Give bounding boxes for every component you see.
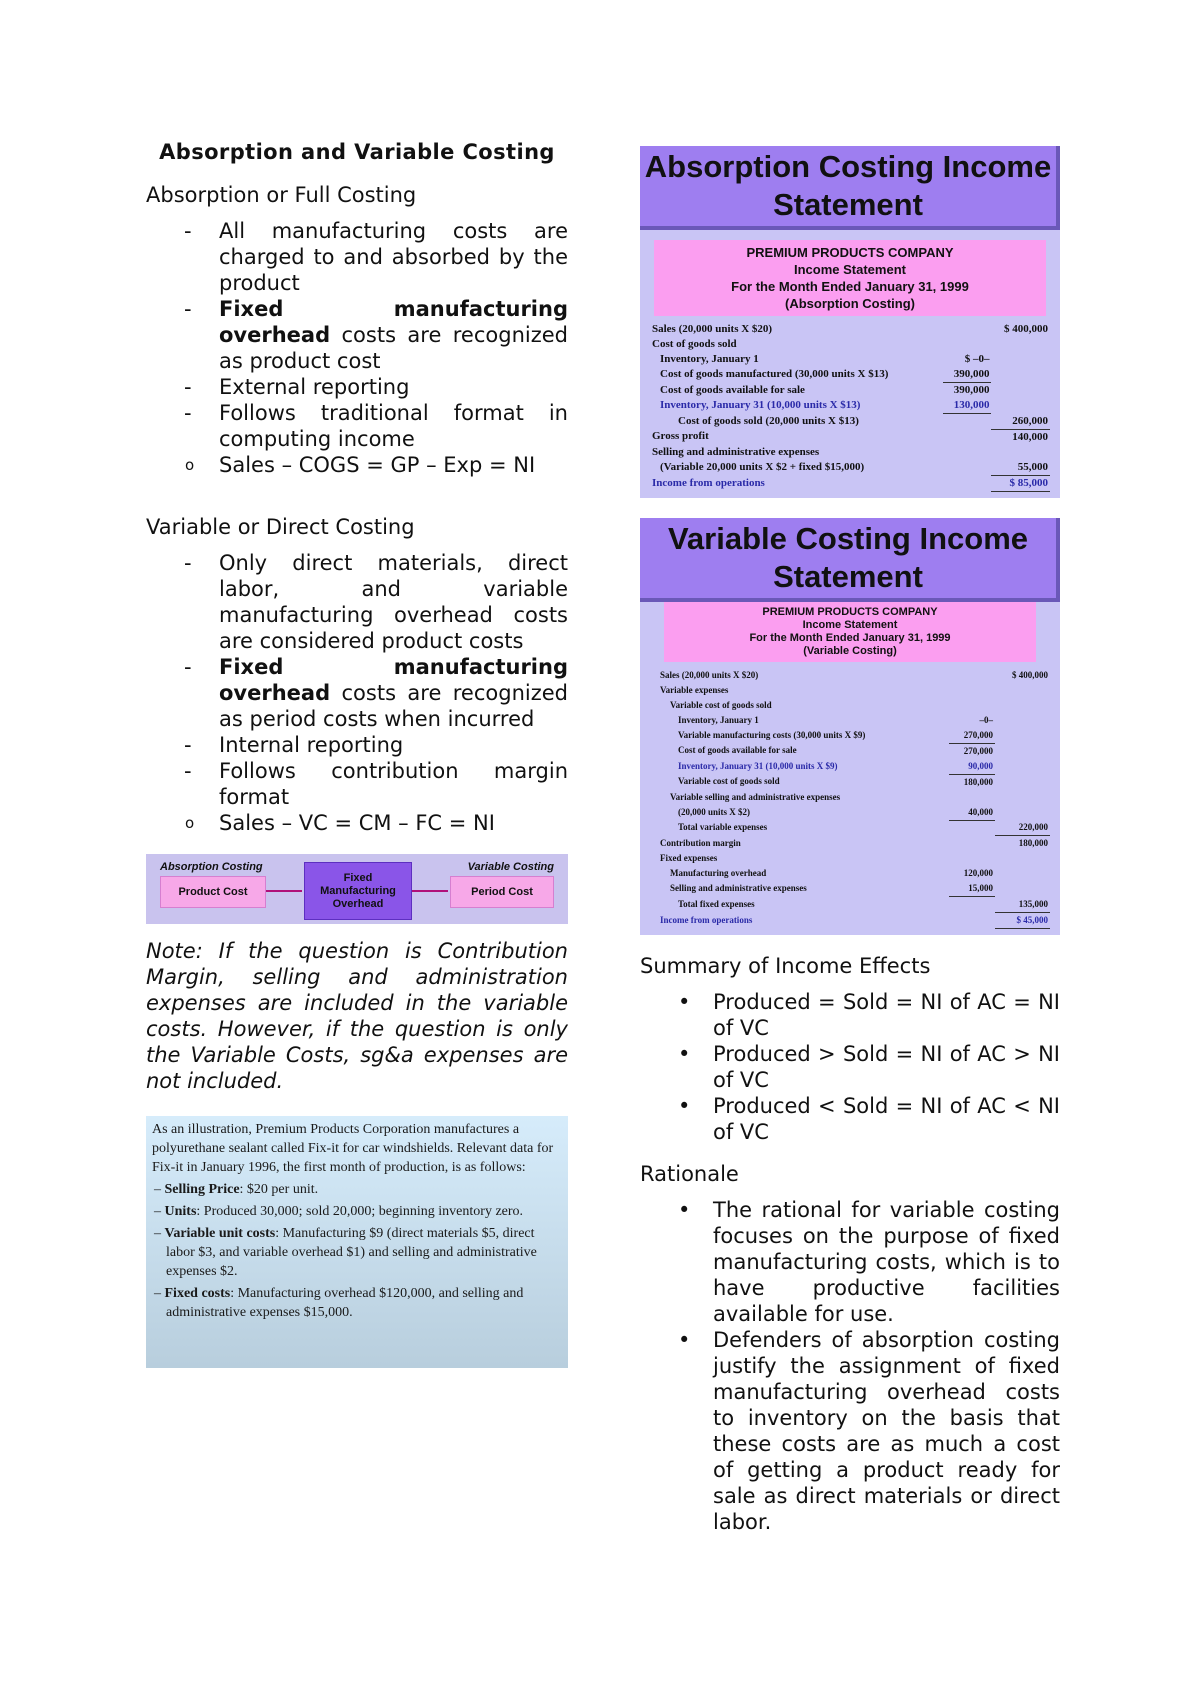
summary-list <box>640 989 1060 1145</box>
row-label: Contribution margin <box>660 837 741 848</box>
table-row <box>650 683 1050 698</box>
row-label: Cost of goods sold <box>652 338 737 350</box>
table-row <box>650 805 1050 821</box>
row-mid: 15,000 <box>949 881 995 897</box>
row-right <box>991 367 1050 383</box>
table-row <box>650 475 1050 491</box>
table-row <box>650 668 1050 683</box>
right-column <box>640 146 1060 1535</box>
item-label: Selling Price <box>164 1182 240 1197</box>
row-mid <box>949 668 995 683</box>
variable-table <box>650 668 1050 929</box>
row-right: 135,000 <box>995 897 1050 913</box>
table-row <box>650 398 1050 414</box>
bold-text: - Fixed manufacturing <box>219 655 568 679</box>
variable-statement-body <box>640 602 1060 935</box>
illustration-item: – Variable unit costs: Manufacturing $9 (direct materials $5, direct labor $3, and variable overhead $1) and selling and administrative expenses $2. <box>154 1226 537 1279</box>
row-right <box>995 881 1050 897</box>
row-right: 220,000 <box>995 820 1050 836</box>
item-label: Variable unit costs <box>164 1226 276 1241</box>
table-row <box>650 460 1050 476</box>
row-right: 55,000 <box>991 460 1050 476</box>
row-right <box>991 445 1050 460</box>
row-mid <box>943 429 991 445</box>
row-mid: 120,000 <box>963 868 993 878</box>
absorption-item: - External reporting <box>146 374 568 400</box>
variable-statement-header: Variable Costing Income Statement <box>640 518 1060 602</box>
arrow-right <box>412 890 448 892</box>
diagram-product-cost: Product Cost <box>160 876 266 908</box>
row-right <box>995 851 1050 866</box>
row-mid: 390,000 <box>953 384 990 396</box>
note-text: Note: If the question is Contribution Margin, selling and administration expenses are included in the variable costs. However, if the question is only the Variable Costs, sg&a expenses are not included. <box>146 939 568 1093</box>
bold-text: overhead <box>219 681 331 705</box>
table-row <box>650 367 1050 383</box>
row-mid: 90,000 <box>949 759 995 775</box>
row-label: Variable manufacturing costs (30,000 units X $9) <box>678 729 866 740</box>
table-row <box>650 851 1050 866</box>
statement-name: Income Statement <box>794 262 906 277</box>
table-row <box>650 881 1050 897</box>
row-right <box>991 337 1050 352</box>
row-label: Cost of goods sold (20,000 units X $13) <box>678 414 859 427</box>
item-value: : $20 per unit. <box>239 1182 319 1197</box>
row-mid <box>949 912 995 928</box>
row-right <box>991 383 1050 399</box>
absorption-statement <box>640 146 1060 498</box>
row-mid: $ –0– <box>964 353 990 365</box>
row-label: Selling and administrative expenses <box>652 445 820 458</box>
row-label: Income from operations <box>660 914 753 925</box>
variable-statement <box>640 518 1060 935</box>
illustration-item: – Selling Price: $20 per unit. <box>154 1182 319 1197</box>
diagram-period-cost: Period Cost <box>450 876 554 908</box>
row-mid: 270,000 <box>949 728 995 744</box>
statement-period: For the Month Ended January 31, 1999 <box>749 631 951 644</box>
table-row <box>650 383 1050 399</box>
variable-formula: o Sales – VC = CM – FC = NI <box>73 810 568 836</box>
row-right <box>995 774 1050 790</box>
variable-list <box>146 550 568 810</box>
row-mid <box>943 445 991 460</box>
variable-item: - Only direct materials, direct labor, and variable manufacturing overhead costs are considered product costs <box>146 550 568 654</box>
table-row <box>650 728 1050 744</box>
table-row <box>650 820 1050 836</box>
row-label: Sales (20,000 units X $20) <box>652 323 773 335</box>
row-right: $ 400,000 <box>1004 323 1048 335</box>
arrow-left <box>266 890 302 892</box>
row-right <box>995 698 1050 713</box>
row-right <box>995 790 1050 805</box>
row-right <box>995 759 1050 775</box>
row-mid: 180,000 <box>963 776 993 787</box>
company-name: PREMIUM PRODUCTS COMPANY <box>746 245 954 260</box>
row-mid <box>949 897 995 913</box>
absorption-statement-body <box>640 230 1060 498</box>
row-label: Selling and administrative expenses <box>670 883 807 894</box>
absorption-formula: o Sales – COGS = GP – Exp = NI <box>73 452 568 478</box>
table-row <box>650 322 1050 337</box>
table-row <box>650 414 1050 430</box>
row-mid <box>943 414 991 430</box>
row-label: Total variable expenses <box>678 822 768 833</box>
variable-item: - Follows contribution margin format <box>146 758 568 810</box>
absorption-sublist <box>73 452 568 478</box>
row-right <box>991 352 1050 367</box>
table-row <box>650 759 1050 775</box>
item-value: : Manufacturing overhead $120,000, and selling and administrative expenses $15,000. <box>166 1286 524 1320</box>
row-mid <box>949 683 995 698</box>
row-right <box>995 866 1050 881</box>
row-label: Manufacturing overhead <box>670 868 767 878</box>
rationale-item: • Defenders of absorption costing justify the assignment of fixed manufacturing overhead costs to inventory on the basis that these costs are as much a cost of getting a product ready for sale as direct materials or direct labor. <box>640 1327 1060 1535</box>
statement-period: For the Month Ended January 31, 1999 <box>731 279 969 294</box>
row-label: Total fixed expenses <box>678 898 755 909</box>
table-row <box>650 836 1050 852</box>
absorption-heading: Absorption or Full Costing <box>146 183 417 207</box>
variable-heading: Variable or Direct Costing <box>146 515 415 539</box>
row-mid <box>943 337 991 352</box>
absorption-item <box>146 296 568 374</box>
table-row <box>650 774 1050 790</box>
table-row <box>650 445 1050 460</box>
row-right <box>995 743 1050 759</box>
absorption-item: - Follows traditional format in computing income <box>146 400 568 452</box>
table-row <box>650 897 1050 913</box>
row-label: Sales (20,000 units X $20) <box>660 669 759 680</box>
row-label: Inventory, January 31 (10,000 units X $9) <box>678 760 838 771</box>
document-title: Absorption and Variable Costing <box>159 140 555 164</box>
item-label: Fixed costs <box>164 1286 231 1301</box>
row-label: Variable expenses <box>660 684 729 695</box>
item-text: costs are recognized as product cost <box>219 323 568 373</box>
row-right <box>991 398 1050 414</box>
row-right: $ 85,000 <box>991 475 1050 491</box>
row-label: Cost of goods manufactured (30,000 units X $13) <box>660 368 889 381</box>
table-row <box>650 429 1050 445</box>
table-row <box>650 698 1050 713</box>
table-row <box>650 866 1050 881</box>
costing-diagram <box>146 854 568 924</box>
variable-item <box>146 654 568 732</box>
statement-method: (Absorption Costing) <box>785 296 915 311</box>
rationale-heading: Rationale <box>640 1161 739 1186</box>
row-label: Fixed expenses <box>660 853 718 863</box>
table-row <box>650 337 1050 352</box>
row-label: Cost of goods available for sale <box>678 745 797 756</box>
row-mid <box>949 790 995 805</box>
item-value: : Produced 30,000; sold 20,000; beginning inventory zero. <box>196 1204 524 1219</box>
row-right <box>995 805 1050 821</box>
bold-text: - Fixed manufacturing <box>219 297 568 321</box>
row-mid: 40,000 <box>949 805 995 821</box>
row-right: 140,000 <box>1012 430 1048 443</box>
table-row <box>650 713 1050 728</box>
row-mid <box>949 836 995 852</box>
absorption-list <box>146 218 568 452</box>
item-text: costs are recognized as period costs when incurred <box>219 681 568 731</box>
illustration-item: – Fixed costs: Manufacturing overhead $120,000, and selling and administrative expenses $15,000. <box>154 1286 524 1320</box>
bold-text: overhead <box>219 323 331 347</box>
row-right: $ 45,000 <box>995 912 1050 928</box>
row-right <box>995 728 1050 744</box>
illustration-intro: As an illustration, Premium Products Corporation manufactures a polyurethane sealant called Fix-it for car windshields. Relevant data for Fix-it in January 1996, the first month of production, is as follows: <box>152 1122 554 1175</box>
summary-heading: Summary of Income Effects <box>640 953 931 978</box>
statement-name: Income Statement <box>802 618 898 631</box>
row-mid <box>943 322 991 337</box>
statement-method: (Variable Costing) <box>803 644 897 657</box>
row-label: Income from operations <box>652 476 765 489</box>
absorption-statement-header: Absorption Costing Income Statement <box>640 146 1060 230</box>
row-label: Inventory, January 1 <box>660 353 759 365</box>
statement-title-block <box>664 602 1036 662</box>
diagram-fixed-overhead: Fixed Manufacturing Overhead <box>304 862 412 920</box>
row-label: Cost of goods available for sale <box>660 383 805 396</box>
row-mid: 390,000 <box>943 367 991 383</box>
row-label: (20,000 units X $2) <box>678 806 751 817</box>
table-row <box>650 352 1050 367</box>
diagram-right-label: Variable Costing <box>467 861 554 873</box>
table-row <box>650 743 1050 759</box>
row-mid: 270,000 <box>963 745 993 756</box>
table-row <box>650 790 1050 805</box>
row-right <box>995 683 1050 698</box>
diagram-left-label: Absorption Costing <box>160 861 263 873</box>
row-mid: 130,000 <box>943 398 991 414</box>
summary-item: • Produced > Sold = NI of AC > NI of VC <box>640 1041 1060 1093</box>
row-label: Variable cost of goods sold <box>670 699 772 710</box>
company-name: PREMIUM PRODUCTS COMPANY <box>762 605 938 618</box>
row-mid <box>943 460 991 476</box>
row-mid <box>949 820 995 836</box>
row-label: Variable selling and administrative expenses <box>670 791 841 802</box>
item-label: Units <box>164 1204 197 1219</box>
row-label: Variable cost of goods sold <box>678 776 780 787</box>
table-row <box>650 912 1050 928</box>
variable-item: - Internal reporting <box>146 732 568 758</box>
row-label: (Variable 20,000 units X $2 + fixed $15,000) <box>660 460 865 473</box>
summary-item: • Produced = Sold = NI of AC = NI of VC <box>640 989 1060 1041</box>
row-label: Inventory, January 1 <box>678 714 759 725</box>
row-mid <box>949 698 995 713</box>
row-label: Inventory, January 31 (10,000 units X $13) <box>660 399 861 412</box>
row-right: 180,000 <box>1018 838 1048 848</box>
row-mid <box>949 851 995 866</box>
row-right: 260,000 <box>991 414 1050 430</box>
absorption-table <box>650 322 1050 492</box>
row-right <box>995 713 1050 728</box>
row-mid <box>943 475 991 491</box>
left-column <box>146 140 568 1368</box>
rationale-item: • The rational for variable costing focuses on the purpose of fixed manufacturing costs, which is to have productive facilities available for use. <box>640 1197 1060 1327</box>
absorption-item: - All manufacturing costs are charged to and absorbed by the product <box>146 218 568 296</box>
illustration-item: – Units: Produced 30,000; sold 20,000; beginning inventory zero. <box>154 1204 524 1219</box>
row-label: Gross profit <box>652 430 709 443</box>
row-mid: –0– <box>979 714 993 725</box>
rationale-list <box>640 1197 1060 1535</box>
item-value: : Manufacturing $9 (direct materials $5, direct labor $3, and variable overhead $1) and selling and administrative expenses $2. <box>166 1226 537 1279</box>
statement-title-block <box>654 240 1046 316</box>
variable-sublist <box>73 810 568 836</box>
summary-item: • Produced < Sold = NI of AC < NI of VC <box>640 1093 1060 1145</box>
row-right: $ 400,000 <box>1012 669 1048 680</box>
illustration-box <box>146 1116 568 1368</box>
